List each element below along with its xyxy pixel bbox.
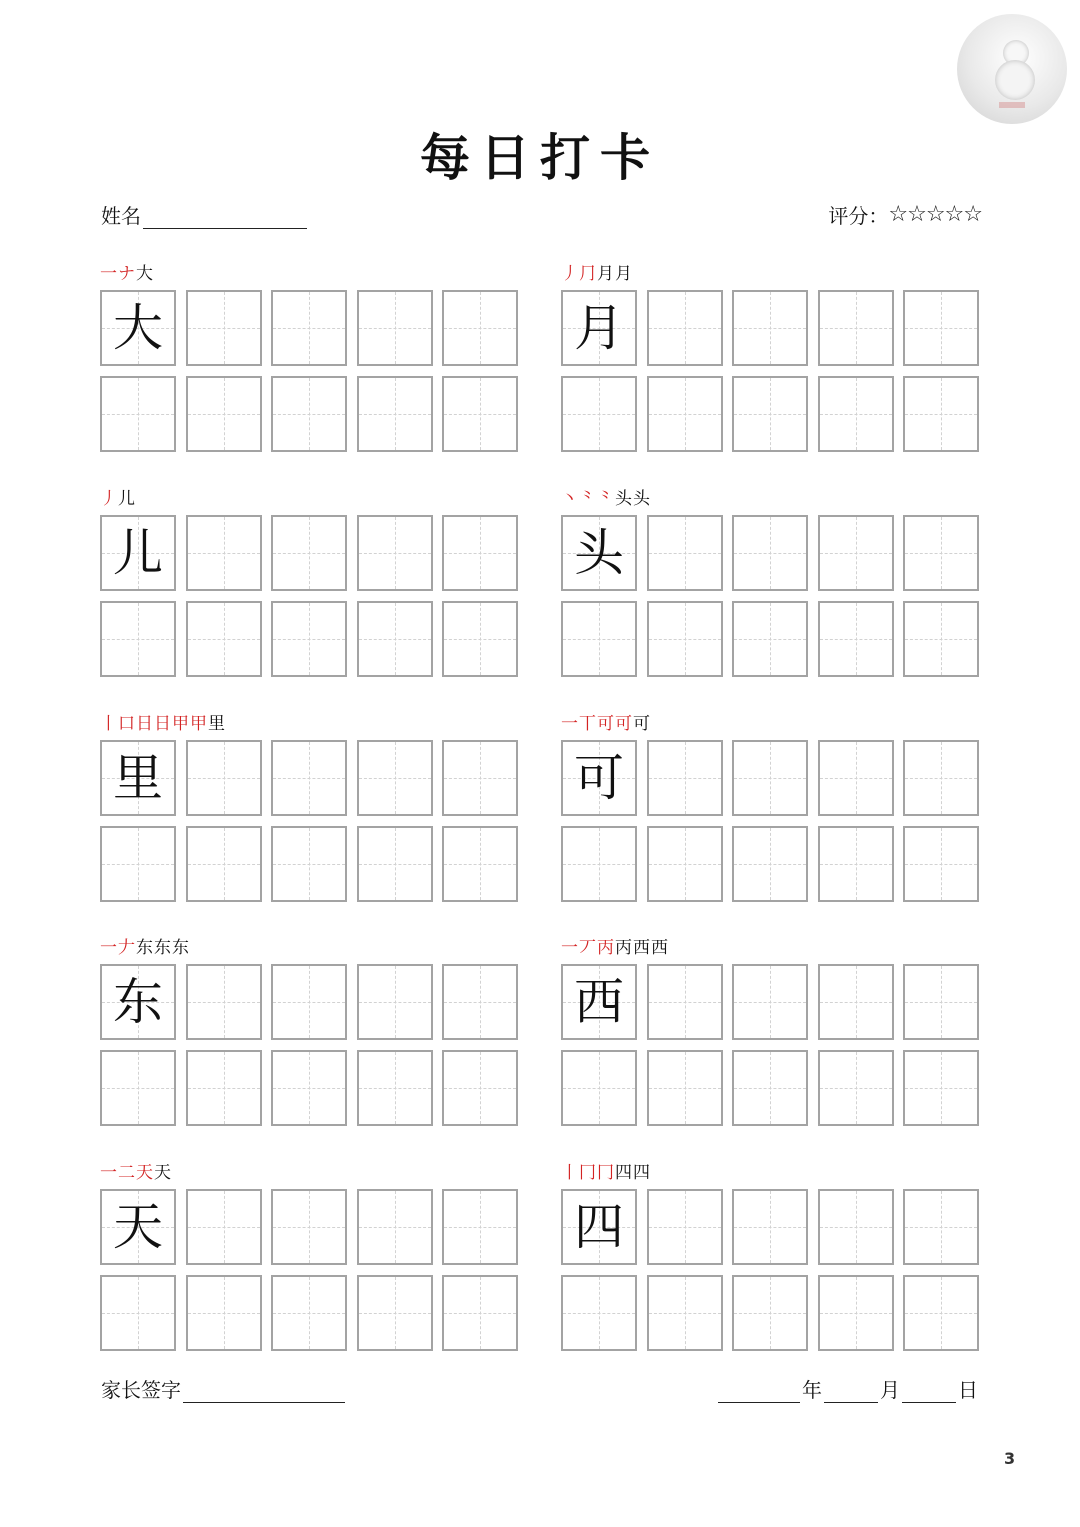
writing-box[interactable] [186, 826, 262, 902]
writing-box[interactable] [357, 290, 433, 366]
writing-box[interactable] [561, 376, 637, 452]
writing-box[interactable] [818, 515, 894, 591]
writing-box[interactable] [357, 1275, 433, 1351]
writing-box[interactable] [647, 290, 723, 366]
writing-box[interactable] [903, 964, 979, 1040]
stroke-step: 西 [651, 938, 668, 958]
stroke-step: ナ [118, 264, 135, 284]
stroke-step: 丨 [100, 714, 117, 734]
writing-box[interactable] [647, 1275, 723, 1351]
stroke-step: 里 [208, 714, 225, 734]
model-character: 头 [574, 524, 624, 582]
stroke-order [561, 259, 633, 283]
writing-box[interactable] [732, 1189, 808, 1265]
score-field [828, 200, 982, 229]
writing-box[interactable] [442, 376, 518, 452]
stroke-step: 四 [615, 1163, 632, 1183]
writing-box[interactable] [732, 964, 808, 1040]
stroke-order [561, 1158, 651, 1182]
stroke-order [100, 484, 136, 508]
writing-box[interactable] [442, 290, 518, 366]
stroke-step: 可 [597, 714, 614, 734]
stroke-step: 一 [100, 264, 117, 284]
writing-box[interactable] [647, 515, 723, 591]
stroke-step: ⺀ [579, 489, 596, 509]
writing-box[interactable] [442, 601, 518, 677]
writing-box[interactable] [732, 1275, 808, 1351]
writing-box[interactable] [357, 1189, 433, 1265]
stroke-step: 可 [615, 714, 632, 734]
stroke-step: 一 [561, 938, 578, 958]
model-character-box [100, 740, 176, 816]
writing-box[interactable] [442, 964, 518, 1040]
stroke-step: 天 [136, 1163, 153, 1183]
writing-box[interactable] [442, 1189, 518, 1265]
writing-box[interactable] [271, 376, 347, 452]
stroke-step: 丙 [597, 938, 614, 958]
stroke-step: 甲 [190, 714, 207, 734]
model-character-box [561, 1189, 637, 1265]
year-input-line[interactable] [718, 1374, 800, 1403]
logo-mark [999, 102, 1025, 108]
stroke-step: 丿 [100, 489, 117, 509]
writing-box[interactable] [186, 740, 262, 816]
writing-box[interactable] [647, 376, 723, 452]
stroke-step: 丿 [561, 264, 578, 284]
stroke-step: 𠂇 [118, 938, 135, 958]
writing-box[interactable] [561, 1275, 637, 1351]
stroke-step: 月 [615, 264, 632, 284]
writing-box[interactable] [442, 515, 518, 591]
model-character: 儿 [113, 524, 163, 582]
model-character-box [100, 964, 176, 1040]
writing-box[interactable] [732, 1050, 808, 1126]
parent-sign-label: 家长签字 [101, 1378, 181, 1402]
writing-box[interactable] [442, 1275, 518, 1351]
writing-box[interactable] [732, 290, 808, 366]
writing-box[interactable] [186, 515, 262, 591]
writing-box[interactable] [271, 601, 347, 677]
writing-box[interactable] [818, 601, 894, 677]
date-field [718, 1374, 980, 1403]
writing-box[interactable] [818, 290, 894, 366]
writing-box[interactable] [186, 601, 262, 677]
writing-box[interactable] [271, 290, 347, 366]
stroke-step: ⺀ [597, 489, 614, 509]
model-character-box [100, 290, 176, 366]
writing-box[interactable] [561, 1050, 637, 1126]
stroke-step: 一 [561, 714, 578, 734]
writing-box[interactable] [186, 964, 262, 1040]
rating-stars-icon[interactable]: ☆☆☆☆☆ [888, 202, 982, 227]
writing-box[interactable] [271, 740, 347, 816]
stroke-step: 一 [100, 1163, 117, 1183]
model-character: 大 [113, 299, 163, 357]
writing-box[interactable] [818, 1189, 894, 1265]
writing-box[interactable] [357, 1050, 433, 1126]
stroke-order [561, 933, 669, 957]
writing-box[interactable] [818, 376, 894, 452]
stroke-step: 月 [597, 264, 614, 284]
writing-box[interactable] [186, 1275, 262, 1351]
writing-box[interactable] [732, 376, 808, 452]
writing-box[interactable] [647, 964, 723, 1040]
writing-box[interactable] [186, 290, 262, 366]
snowman-body-icon [995, 60, 1035, 100]
score-label: 评分： [828, 204, 889, 228]
writing-box[interactable] [100, 601, 176, 677]
writing-box[interactable] [271, 826, 347, 902]
stroke-step: 丙 [615, 938, 632, 958]
model-character: 四 [574, 1198, 624, 1256]
model-character-box [561, 515, 637, 591]
stroke-step: 一 [100, 938, 117, 958]
writing-box[interactable] [357, 826, 433, 902]
name-field [101, 200, 307, 229]
model-character-box [561, 740, 637, 816]
writing-box[interactable] [100, 1050, 176, 1126]
stroke-step: 四 [633, 1163, 650, 1183]
writing-box[interactable] [561, 826, 637, 902]
stroke-order [100, 933, 190, 957]
writing-box[interactable] [561, 601, 637, 677]
writing-box[interactable] [647, 740, 723, 816]
day-input-line[interactable] [902, 1374, 956, 1403]
writing-box[interactable] [647, 1050, 723, 1126]
stroke-step: 西 [633, 938, 650, 958]
writing-box[interactable] [271, 1189, 347, 1265]
writing-box[interactable] [647, 826, 723, 902]
writing-box[interactable] [186, 1050, 262, 1126]
stroke-step: 头 [615, 489, 632, 509]
writing-box[interactable] [647, 601, 723, 677]
writing-box[interactable] [442, 1050, 518, 1126]
stroke-step: 东 [136, 938, 153, 958]
stroke-step: 天 [154, 1163, 171, 1183]
writing-box[interactable] [357, 376, 433, 452]
writing-box[interactable] [818, 1050, 894, 1126]
writing-box[interactable] [903, 1189, 979, 1265]
writing-box[interactable] [100, 1275, 176, 1351]
writing-box[interactable] [818, 826, 894, 902]
writing-box[interactable] [271, 515, 347, 591]
stroke-order [561, 484, 651, 508]
stroke-step: 日 [154, 714, 171, 734]
parent-signature-field [101, 1374, 345, 1403]
writing-box[interactable] [818, 1275, 894, 1351]
name-label: 姓名 [101, 204, 141, 228]
writing-box[interactable] [186, 376, 262, 452]
writing-box[interactable] [357, 964, 433, 1040]
stroke-step: 东 [154, 938, 171, 958]
month-label: 月 [880, 1378, 900, 1402]
model-character-box [561, 964, 637, 1040]
writing-box[interactable] [271, 964, 347, 1040]
stroke-step: ⺆ [579, 264, 596, 284]
day-label: 日 [958, 1378, 978, 1402]
stroke-order [561, 709, 651, 733]
writing-box[interactable] [903, 601, 979, 677]
stroke-order [100, 709, 226, 733]
stroke-step: 丨 [561, 1163, 578, 1183]
stroke-step: 丶 [561, 489, 578, 509]
writing-box[interactable] [903, 1275, 979, 1351]
stroke-step: 甲 [172, 714, 189, 734]
writing-box[interactable] [903, 290, 979, 366]
writing-box[interactable] [442, 740, 518, 816]
month-input-line[interactable] [824, 1374, 878, 1403]
stroke-step: 冂 [597, 1163, 614, 1183]
writing-box[interactable] [903, 376, 979, 452]
writing-box[interactable] [732, 515, 808, 591]
writing-box[interactable] [732, 601, 808, 677]
model-character: 月 [574, 299, 624, 357]
year-label: 年 [802, 1378, 822, 1402]
parent-sign-line[interactable] [183, 1374, 345, 1403]
writing-box[interactable] [357, 601, 433, 677]
stroke-step: 口 [118, 714, 135, 734]
logo-image [957, 14, 1067, 124]
stroke-order [100, 259, 154, 283]
stroke-step: 儿 [118, 489, 135, 509]
stroke-step: 冂 [579, 1163, 596, 1183]
name-input-line[interactable] [143, 202, 307, 229]
writing-box[interactable] [903, 826, 979, 902]
writing-box[interactable] [442, 826, 518, 902]
model-character: 里 [113, 749, 163, 807]
writing-box[interactable] [100, 826, 176, 902]
writing-box[interactable] [903, 515, 979, 591]
page-title: 每日打卡 [420, 128, 660, 187]
stroke-order [100, 1158, 172, 1182]
writing-box[interactable] [818, 740, 894, 816]
stroke-step: 日 [136, 714, 153, 734]
stroke-step: 丅 [579, 714, 596, 734]
model-character-box [100, 515, 176, 591]
model-character: 西 [574, 973, 624, 1031]
writing-box[interactable] [732, 740, 808, 816]
model-character-box [561, 290, 637, 366]
writing-box[interactable] [357, 515, 433, 591]
writing-box[interactable] [647, 1189, 723, 1265]
stroke-step: 可 [633, 714, 650, 734]
writing-box[interactable] [100, 376, 176, 452]
writing-box[interactable] [732, 826, 808, 902]
stroke-step: 头 [633, 489, 650, 509]
writing-box[interactable] [903, 740, 979, 816]
writing-box[interactable] [186, 1189, 262, 1265]
writing-box[interactable] [903, 1050, 979, 1126]
model-character: 东 [113, 973, 163, 1031]
stroke-step: 二 [118, 1163, 135, 1183]
writing-box[interactable] [818, 964, 894, 1040]
writing-box[interactable] [271, 1050, 347, 1126]
stroke-step: 丆 [579, 938, 596, 958]
model-character: 天 [113, 1198, 163, 1256]
page-number: 3 [1004, 1449, 1016, 1468]
stroke-step: 东 [172, 938, 189, 958]
model-character: 可 [574, 749, 624, 807]
model-character-box [100, 1189, 176, 1265]
stroke-step: 大 [136, 264, 153, 284]
writing-box[interactable] [271, 1275, 347, 1351]
writing-box[interactable] [357, 740, 433, 816]
